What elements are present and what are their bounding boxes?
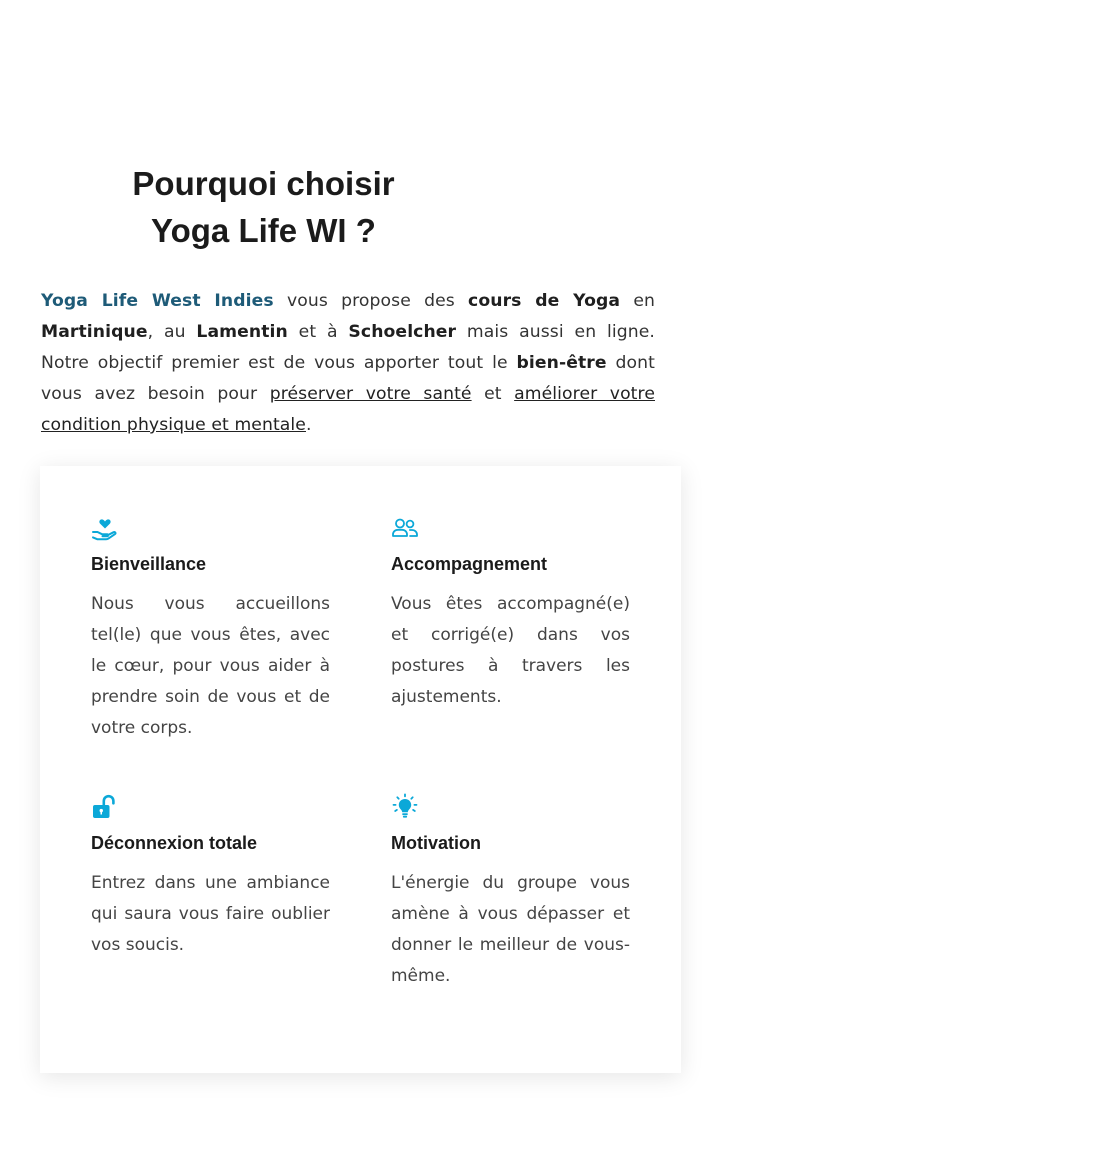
link-ameliorer-condition[interactable]: améliorer votre condition physique et mentale	[41, 384, 655, 435]
feature-bienveillance	[91, 514, 330, 744]
unlock-icon	[91, 793, 119, 821]
feature-accompagnement	[391, 514, 630, 713]
section-title-line-2: Yoga Life WI ?	[151, 212, 376, 249]
feature-description: Entrez dans une ambiance qui saura vous faire oublier vos soucis.	[91, 873, 330, 955]
keyword-cours-de-yoga: cours de Yoga	[468, 291, 621, 311]
intro-paragraph: Yoga Life West Indies vous propose des cours de Yoga en Martinique, au Lamentin et à Schoelcher mais aussi en ligne. Notre objectif premier est de vous apporter tout le bien-être dont vous avez besoin pour préserver votre santé et améliorer votre condition physique et mentale.	[41, 291, 655, 435]
link-preserver-sante[interactable]: préserver votre santé	[269, 384, 472, 404]
feature-title: Motivation	[391, 833, 481, 853]
feature-description: Vous êtes accompagné(e) et corrigé(e) dans vos postures à travers les ajustements.	[391, 594, 630, 707]
users-icon	[391, 514, 419, 542]
section-title	[40, 160, 487, 254]
brand-name: Yoga Life West Indies	[41, 291, 274, 311]
feature-title: Bienveillance	[91, 554, 207, 574]
keyword-lamentin: Lamentin	[196, 322, 288, 342]
hand-heart-icon	[91, 514, 119, 542]
feature-title: Accompagnement	[391, 554, 548, 574]
feature-description: L'énergie du groupe vous amène à vous dépasser et donner le meilleur de vous-même.	[391, 873, 630, 986]
feature-title: Déconnexion totale	[91, 833, 258, 853]
keyword-bien-etre: bien-être	[516, 353, 607, 373]
keyword-martinique: Martinique	[41, 322, 148, 342]
lightbulb-icon	[391, 793, 419, 821]
keyword-schoelcher: Schoelcher	[348, 322, 457, 342]
feature-description: Nous vous accueillons tel(le) que vous êtes, avec le cœur, pour vous aider à prendre soin de vous et de votre corps.	[91, 594, 330, 738]
feature-deconnexion-totale	[91, 793, 330, 961]
section-title-line-1: Pourquoi choisir	[132, 165, 395, 202]
feature-motivation	[391, 793, 630, 992]
features-card	[40, 466, 681, 1073]
